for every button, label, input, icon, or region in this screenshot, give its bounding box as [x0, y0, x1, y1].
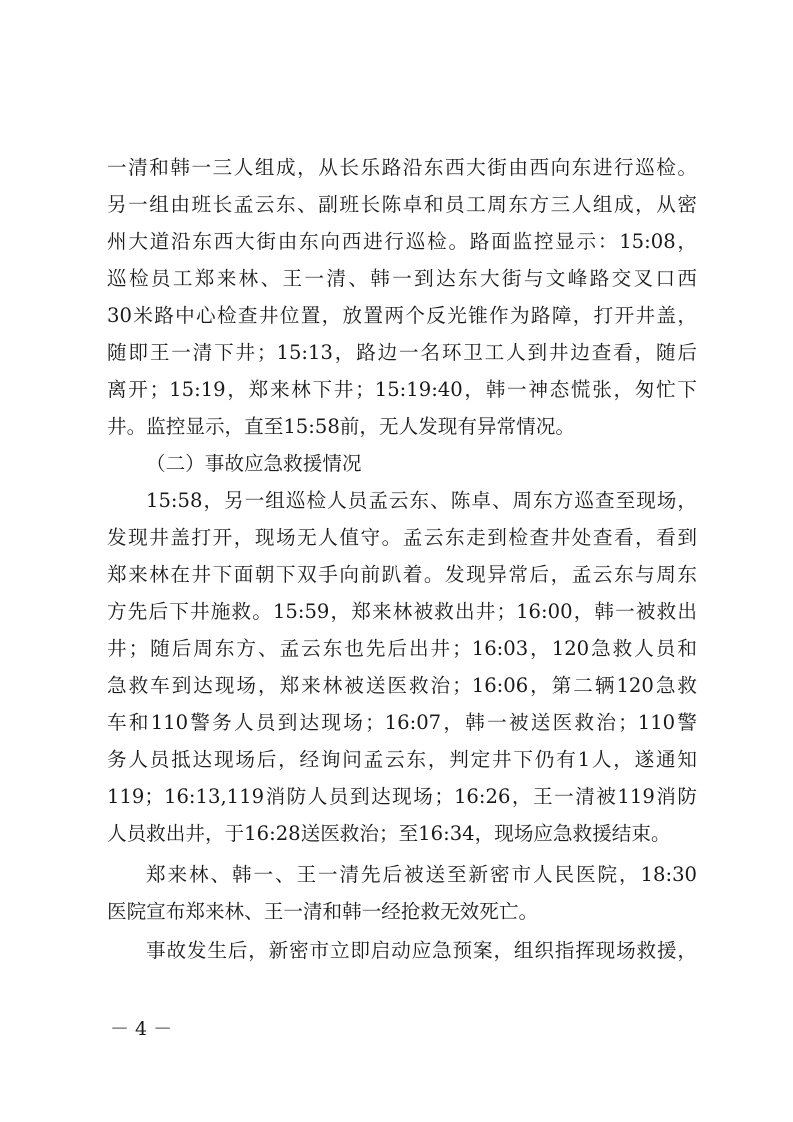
paragraph-line: 巡检员工郑来林、王一清、韩一到达东大街与文峰路交叉口西 [107, 267, 697, 290]
paragraph-line: 急救车到达现场，郑来林被送医救治；16:06，第二辆120急救 [107, 674, 697, 697]
paragraph-line: 随即王一清下井；15:13，路边一名环卫工人到井边查看，随后 [107, 341, 697, 364]
paragraph-line: 郑来林、韩一、王一清先后被送至新密市人民医院，18:30 [146, 863, 697, 886]
paragraph-line: 另一组由班长孟云东、副班长陈卓和员工周东方三人组成，从密 [107, 193, 697, 216]
paragraph-line: 务人员抵达现场后，经询问孟云东，判定井下仍有1人，遂通知 [107, 748, 697, 771]
paragraph-line: 井。监控显示，直至15:58前，无人发现有异常情况。 [107, 415, 575, 438]
paragraph-line: 事故发生后，新密市立即启动应急预案，组织指挥现场救援， [146, 939, 697, 962]
paragraph-line: 车和110警务人员到达现场；16:07，韩一被送医救治；110警 [107, 711, 697, 734]
page-number: － 4 － [110, 1018, 173, 1040]
paragraph-line: 井；随后周东方、孟云东也先后出井；16:03，120急救人员和 [107, 637, 697, 660]
section-heading: （二）事故应急救援情况 [146, 452, 362, 475]
paragraph-line: 人员救出井，于16:28送医救治；至16:34，现场应急救援结束。 [107, 822, 671, 845]
paragraph-line: 州大道沿东西大街由东向西进行巡检。路面监控显示：15:08， [107, 230, 697, 253]
paragraph-line: 15:58，另一组巡检人员孟云东、陈卓、周东方巡查至现场， [146, 489, 697, 512]
paragraph-line: 离开；15:19，郑来林下井；15:19:40，韩一神态慌张，匆忙下 [107, 378, 697, 401]
paragraph-line: 方先后下井施救。15:59，郑来林被救出井；16:00，韩一被救出 [107, 600, 697, 623]
paragraph-line: 119；16:13,119消防人员到达现场；16:26，王一清被119消防 [107, 785, 697, 808]
paragraph-line: 一清和韩一三人组成，从长乐路沿东西大街由西向东进行巡检。 [107, 156, 697, 179]
paragraph-line: 发现井盖打开，现场无人值守。孟云东走到检查井处查看，看到 [107, 526, 697, 549]
paragraph-line: 30米路中心检查井位置，放置两个反光锥作为路障，打开井盖， [107, 304, 697, 327]
paragraph-line: 医院宣布郑来林、王一清和韩一经抢救无效死亡。 [107, 900, 539, 923]
paragraph-line: 郑来林在井下面朝下双手向前趴着。发现异常后，孟云东与周东 [107, 563, 697, 586]
